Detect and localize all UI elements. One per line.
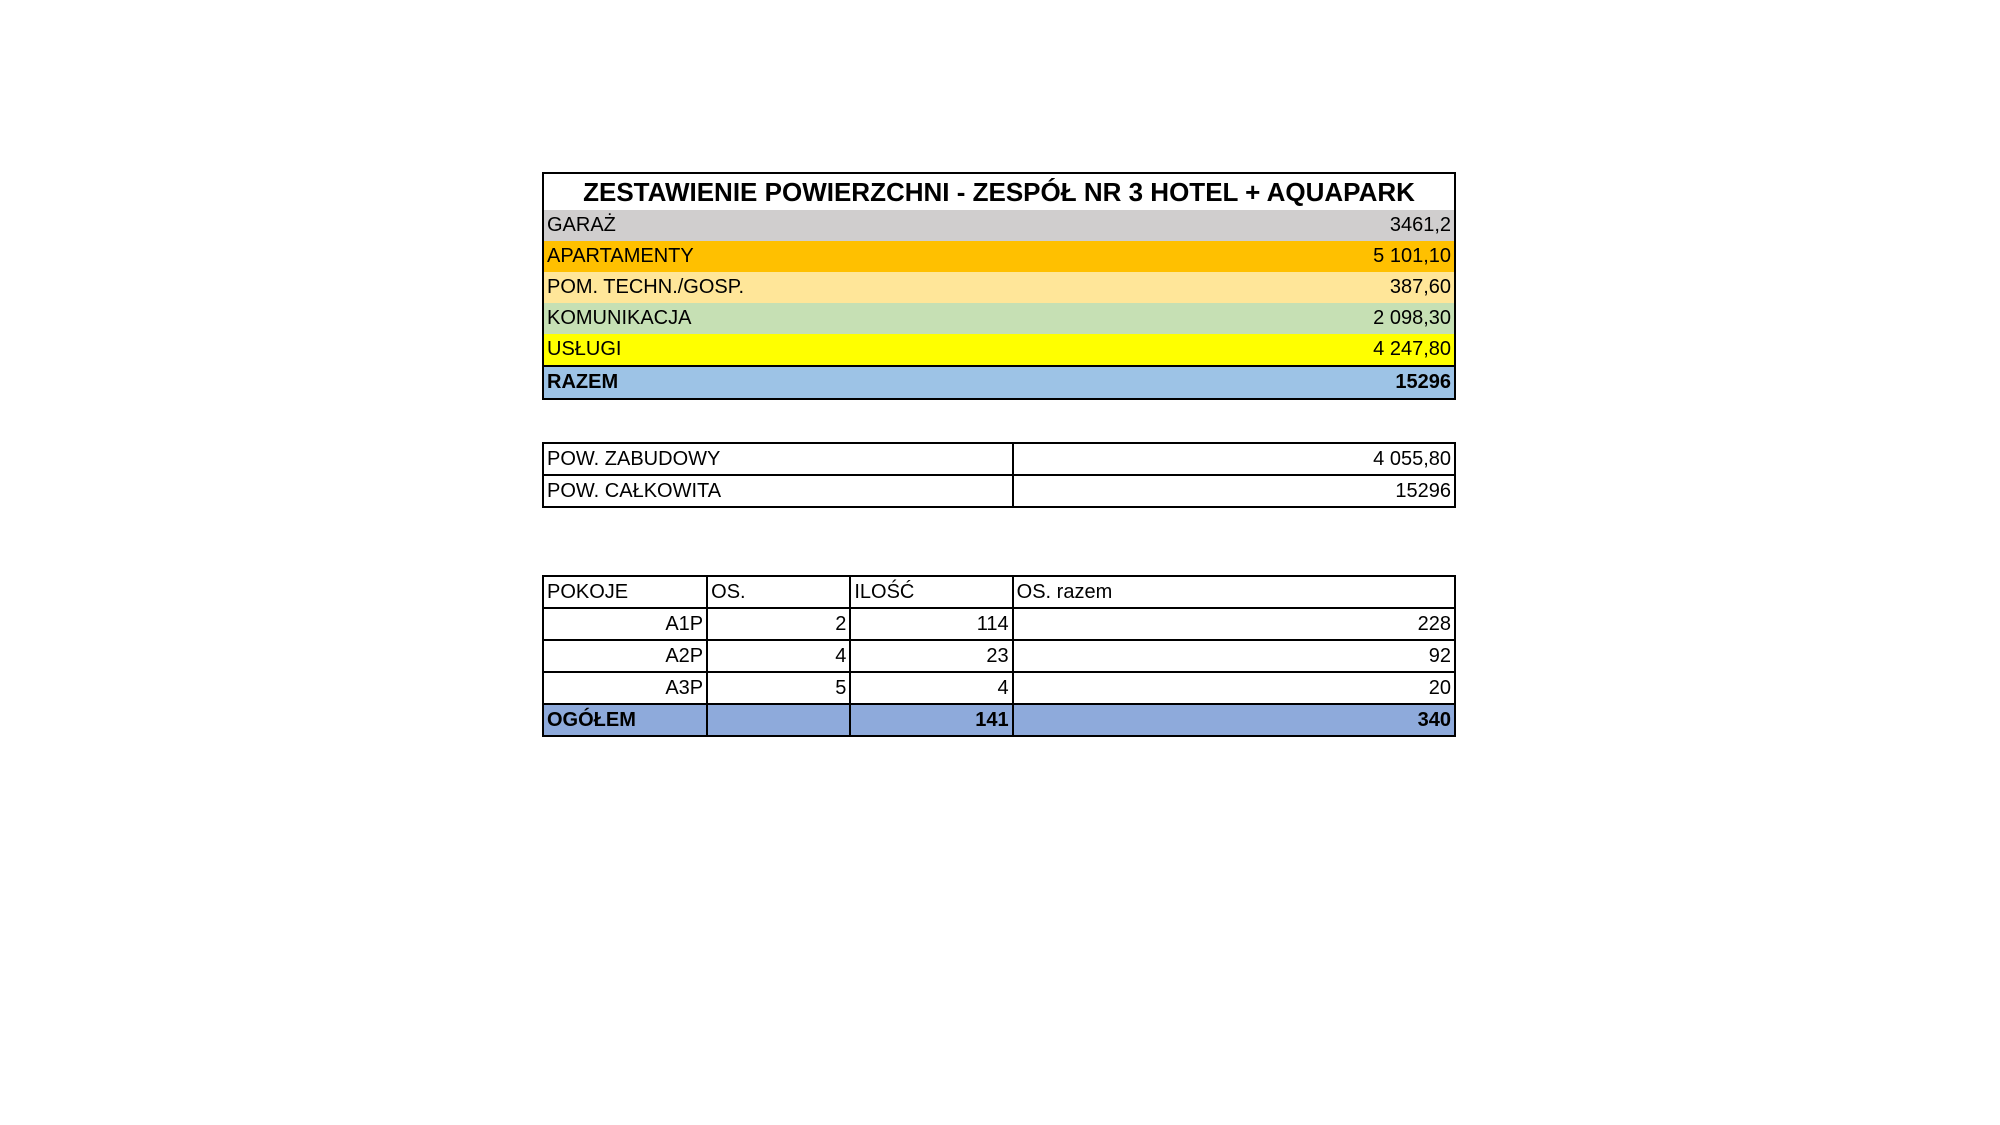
rooms-header-type: POKOJE [543, 576, 707, 608]
area-summary-title-row [543, 173, 1455, 210]
building-area-label: POW. CAŁKOWITA [543, 475, 1013, 507]
area-row-label: KOMUNIKACJA [547, 307, 692, 329]
area-row-value: 4 247,80 [1373, 338, 1451, 360]
rooms-row [543, 640, 1455, 672]
rooms-grand-total-row [543, 704, 1455, 736]
room-total-persons: 92 [1013, 640, 1455, 672]
room-persons: 4 [707, 640, 850, 672]
area-row-value: 387,60 [1389, 276, 1451, 298]
area-row-label: USŁUGI [547, 338, 622, 360]
rooms-header-count: ILOŚĆ [850, 576, 1012, 608]
area-row-label: GARAŻ [547, 214, 616, 236]
area-row-communication [543, 303, 1455, 334]
room-persons: 2 [707, 608, 850, 640]
room-count: 4 [850, 672, 1012, 704]
area-row-apartments [543, 241, 1455, 272]
building-area-table [542, 442, 1456, 508]
room-total-persons: 228 [1013, 608, 1455, 640]
room-count: 114 [850, 608, 1012, 640]
area-row-label: POM. TECHN./GOSP. [547, 276, 745, 298]
room-count: 23 [850, 640, 1012, 672]
rooms-grand-total-count: 141 [850, 704, 1012, 736]
building-area-label: POW. ZABUDOWY [543, 443, 1013, 475]
area-total-row [543, 366, 1455, 399]
area-total-value: 15296 [1090, 366, 1455, 399]
rooms-header-row [543, 576, 1455, 608]
rooms-row [543, 608, 1455, 640]
rooms-grand-total-total-persons: 340 [1013, 704, 1455, 736]
area-row-label: APARTAMENTY [547, 245, 694, 267]
area-row-value: 3461,2 [1389, 214, 1451, 236]
rooms-header-persons: OS. [707, 576, 850, 608]
rooms-grand-total-persons [707, 704, 850, 736]
room-type: A2P [543, 640, 707, 672]
rooms-row [543, 672, 1455, 704]
area-summary-title: ZESTAWIENIE POWIERZCHNI - ZESPÓŁ NR 3 HOTEL + AQUAPARK [543, 173, 1455, 210]
building-area-value: 4 055,80 [1013, 443, 1455, 475]
room-type: A3P [543, 672, 707, 704]
area-row-garage [543, 210, 1455, 241]
building-area-row [543, 475, 1455, 507]
area-total-label: RAZEM [543, 366, 1090, 399]
area-row-value: 2 098,30 [1373, 307, 1451, 329]
rooms-table [542, 575, 1456, 737]
building-area-value: 15296 [1013, 475, 1455, 507]
area-row-services [543, 334, 1455, 366]
rooms-grand-total-label: OGÓŁEM [543, 704, 707, 736]
room-total-persons: 20 [1013, 672, 1455, 704]
room-persons: 5 [707, 672, 850, 704]
area-summary-table [542, 172, 1456, 400]
rooms-header-total-persons: OS. razem [1013, 576, 1455, 608]
area-row-technical [543, 272, 1455, 303]
area-row-value: 5 101,10 [1373, 245, 1451, 267]
room-type: A1P [543, 608, 707, 640]
building-area-row [543, 443, 1455, 475]
